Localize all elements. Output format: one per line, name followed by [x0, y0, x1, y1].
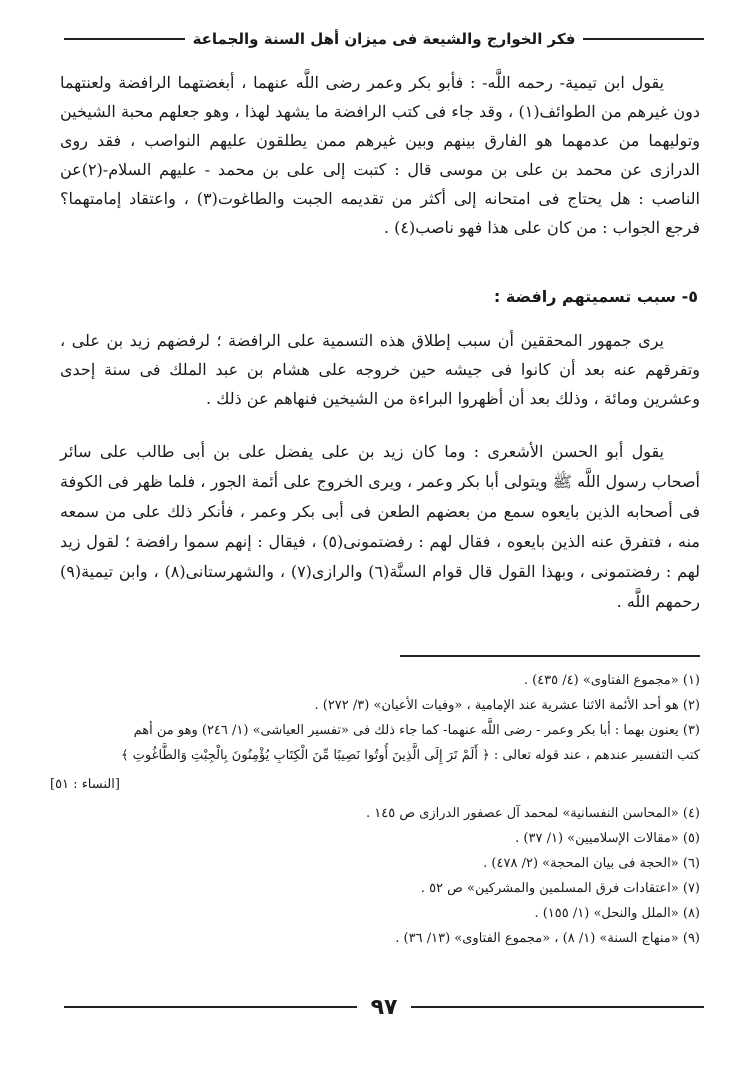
body-paragraph-1: يقول ابن تيمية- رحمه اللَّه- : فأبو بكر وعمر رضى اللَّه عنهما ، أبغضتهما الرافضة ولعنتهما دون غيرهم من الطوائف(١) ، وقد جاء فى كتب الرافضة ما يشهد لهذا ، وهو جعلهم محبة الشيخين وتوليهما من عدمهما هو الفارق بينهم وبين غيرهم ممن يطلقون عليهم النواصب ، فقد روى الدرازى عن محمد بن على بن موسى قال : كتبت إلى على بن محمد - عليهم السلام-(٢)عن الناصب : هل يحتاج فى امتحانه إلى أكثر من تقديمه الجبت والطاغوت(٣) ، واعتقاد إمامتهما؟ فرجع الجواب : من كان على هذا فهو ناصب(٤) . — [60, 73, 701, 237]
body-paragraph-1-container — [60, 68, 700, 242]
footnote-8: (٨) «الملل والنحل» (١/ ١٥٥) . — [534, 906, 700, 921]
footer-rule-left — [64, 1006, 357, 1008]
running-header — [64, 24, 704, 54]
footnote-3-continued: كتب التفسير عندهم ، عند قوله تعالى : ﴿ أَلَمْ تَرَ إِلَى الَّذِينَ أُوتُوا نَصِيبًا مِّنَ الْكِتَابِ يُؤْمِنُونَ بِالْجِبْتِ وَالطَّاغُوتِ ﴾ — [120, 748, 700, 763]
body-paragraph-2-container — [60, 326, 700, 413]
body-paragraph-3-container — [60, 437, 700, 617]
page-footer — [64, 992, 704, 1022]
footnote-3: (٣) يعنون بهما : أبا بكر وعمر - رضى اللَّه عنهما- كما جاء ذلك فى «تفسير العياشى» (١/ ٢٤٦) وهو من أهم — [133, 723, 700, 738]
header-rule-right — [583, 38, 704, 40]
footnote-3-quran-reference: [النساء : ٥١] — [50, 777, 120, 792]
header-rule-left — [64, 38, 185, 40]
footnote-5: (٥) «مقالات الإسلاميين» (١/ ٣٧) . — [515, 831, 700, 846]
footnote-2: (٢) هو أحد الأئمة الاثنا عشرية عند الإمامية ، «وفيات الأعيان» (٣/ ٢٧٢) . — [314, 698, 700, 713]
footer-rule-right — [411, 1006, 704, 1008]
page-number: ٩٧ — [370, 994, 398, 1020]
footnote-4: (٤) «المحاسن النفسانية» لمحمد آل عصفور الدرازى ص ١٤٥ . — [365, 806, 700, 821]
running-title: فكر الخوارج والشيعة فى ميزان أهل السنة والجماعة — [192, 30, 576, 48]
section-heading: ٥- سبب تسميتهم رافضة : — [493, 287, 698, 306]
footnote-7: (٧) «اعتقادات فرق المسلمين والمشركين» ص ٥٢ . — [420, 881, 700, 896]
footnote-1: (١) «مجموع الفتاوى» (٤/ ٤٣٥) . — [523, 673, 700, 688]
body-paragraph-2: يرى جمهور المحققين أن سبب إطلاق هذه التسمية على الرافضة ؛ لرفضهم زيد بن على ، وتفرقهم عنه بعد أن كانوا فى جيشه حين خروجه على هشام بن عبد الملك فى سنة إحدى وعشرين ومائة ، وذلك بعد أن أظهروا البراءة من الشيخين فنهاهم عن ذلك . — [60, 331, 700, 408]
footnotes — [40, 668, 700, 951]
footnote-9: (٩) «منهاج السنة» (١/ ٨) ، «مجموع الفتاوى» (١٣/ ٣٦) . — [395, 931, 700, 946]
footnote-separator — [400, 655, 700, 657]
footnote-6: (٦) «الحجة فى بيان المحجة» (٢/ ٤٧٨) . — [483, 856, 700, 871]
body-paragraph-3: يقول أبو الحسن الأشعرى : وما كان زيد بن على يفضل على بن أبى طالب على سائر أصحاب رسول اللَّه ﷺ ويتولى أبا بكر وعمر ، ويرى الخروج على أئمة الجور ، فلما ظهر فى الكوفة فى أصحابه الذين بايعوه سمع من بعضهم الطعن فى أبى بكر وعمر ، فأنكر ذلك على من سمعه منه ، فتفرق عنه الذين بايعوه ، فقال لهم : رفضتمونى(٥) ، فيقال : إنهم سموا رافضة ؛ لقول زيد لهم : رفضتمونى ، وبهذا القول قال قوام السنَّة(٦) والرازى(٧) ، والشهرستانى(٨) ، وابن تيمية(٩) رحمهم اللَّه . — [60, 442, 700, 611]
